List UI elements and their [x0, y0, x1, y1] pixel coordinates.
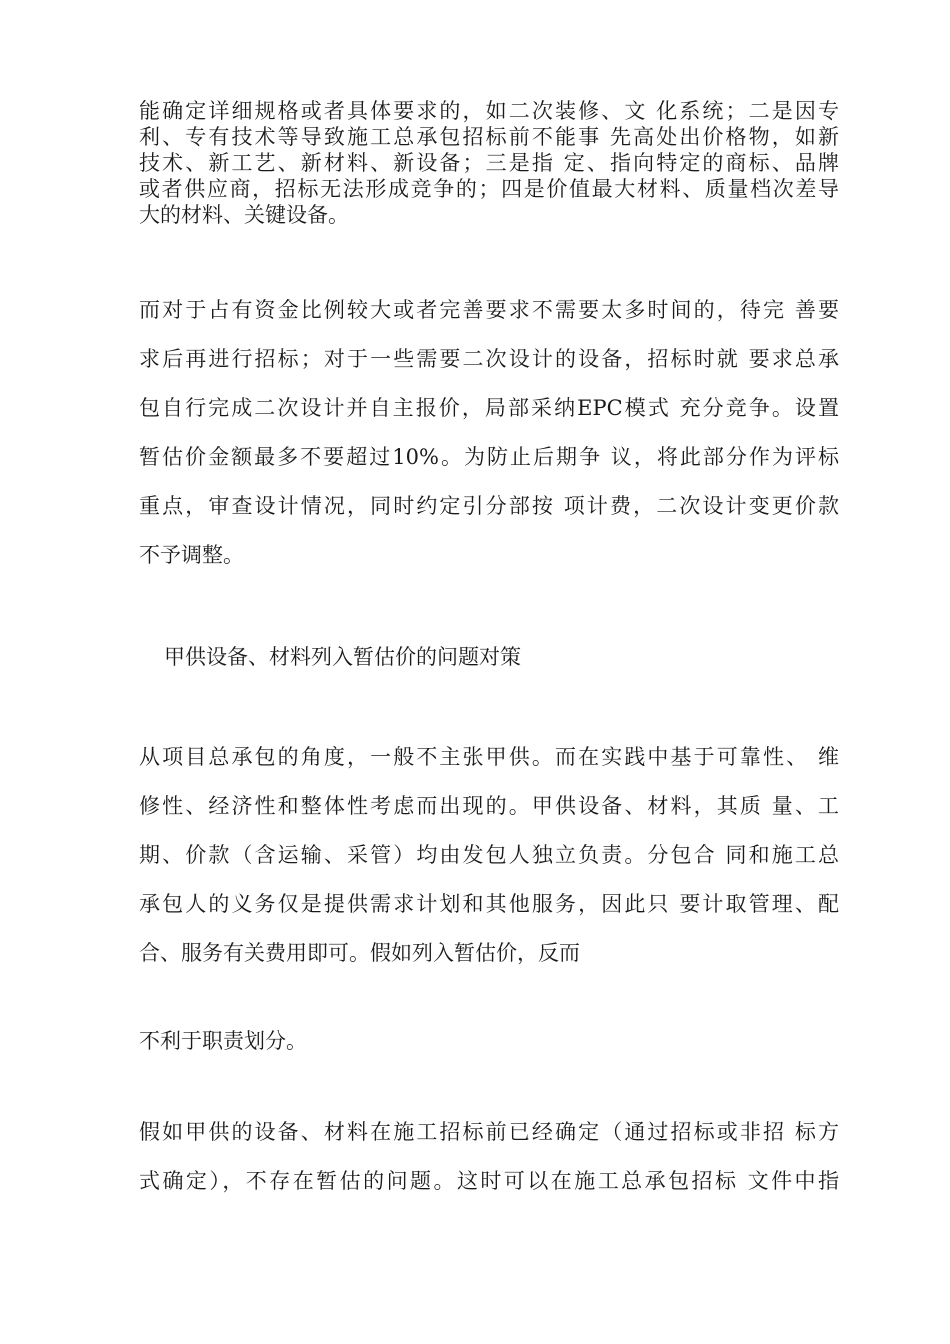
text-line: 而对于占有资金比例较大或者完善要求不需要太多时间的，待完 善要	[139, 298, 839, 322]
paragraph-4	[139, 1017, 839, 1066]
text-line: 期、价款（含运输、采管）均由发包人独立负责。分包合 同和施工总	[139, 843, 839, 867]
text-line: 修性、经济性和整体性考虑而出现的。甲供设备、材料，其质 量、工	[139, 794, 839, 818]
text-line: 包自行完成二次设计并自主报价，局部采纳EPC模式 充分竞争。设置	[139, 396, 839, 420]
text-line: 不利于职责划分。	[139, 1029, 307, 1053]
text-line: 不予调整。	[139, 543, 244, 567]
text-line: 从项目总承包的角度，一般不主张甲供。而在实践中基于可靠性、 维	[139, 745, 839, 769]
paragraph-2	[139, 286, 839, 580]
text-line: 大的材料、关键设备。	[139, 203, 349, 227]
paragraph-5	[139, 1108, 839, 1206]
text-line: 式确定），不存在暂估的问题。这时可以在施工总承包招标 文件中指	[139, 1169, 839, 1193]
paragraph-1	[139, 98, 839, 228]
text-line: 求后再进行招标；对于一些需要二次设计的设备，招标时就 要求总承	[139, 347, 839, 371]
text-line: 或者供应商，招标无法形成竞争的；四是价值最大材料、质量档次差导	[139, 177, 839, 201]
text-line: 暂估价金额最多不要超过10%。为防止后期争 议，将此部分作为评标	[139, 445, 839, 469]
text-line: 假如甲供的设备、材料在施工招标前已经确定（通过招标或非招 标方	[139, 1120, 839, 1144]
text-line: 利、专有技术等导致施工总承包招标前不能事 先高处出价格物，如新	[139, 125, 839, 149]
text-line: 技术、新工艺、新材料、新设备；三是指 定、指向特定的商标、品牌	[139, 151, 839, 175]
section-heading: 甲供设备、材料列入暂估价的问题对策	[164, 645, 521, 669]
text-line: 能确定详细规格或者具体要求的，如二次装修、文 化系统；二是因专	[139, 99, 839, 123]
text-line: 重点，审查设计情况，同时约定引分部按 项计费，二次设计变更价款	[139, 494, 839, 518]
text-line: 合、服务有关费用即可。假如列入暂估价，反而	[139, 941, 580, 965]
paragraph-3	[139, 733, 839, 978]
text-line: 承包人的义务仅是提供需求计划和其他服务，因此只 要计取管理、配	[139, 892, 839, 916]
